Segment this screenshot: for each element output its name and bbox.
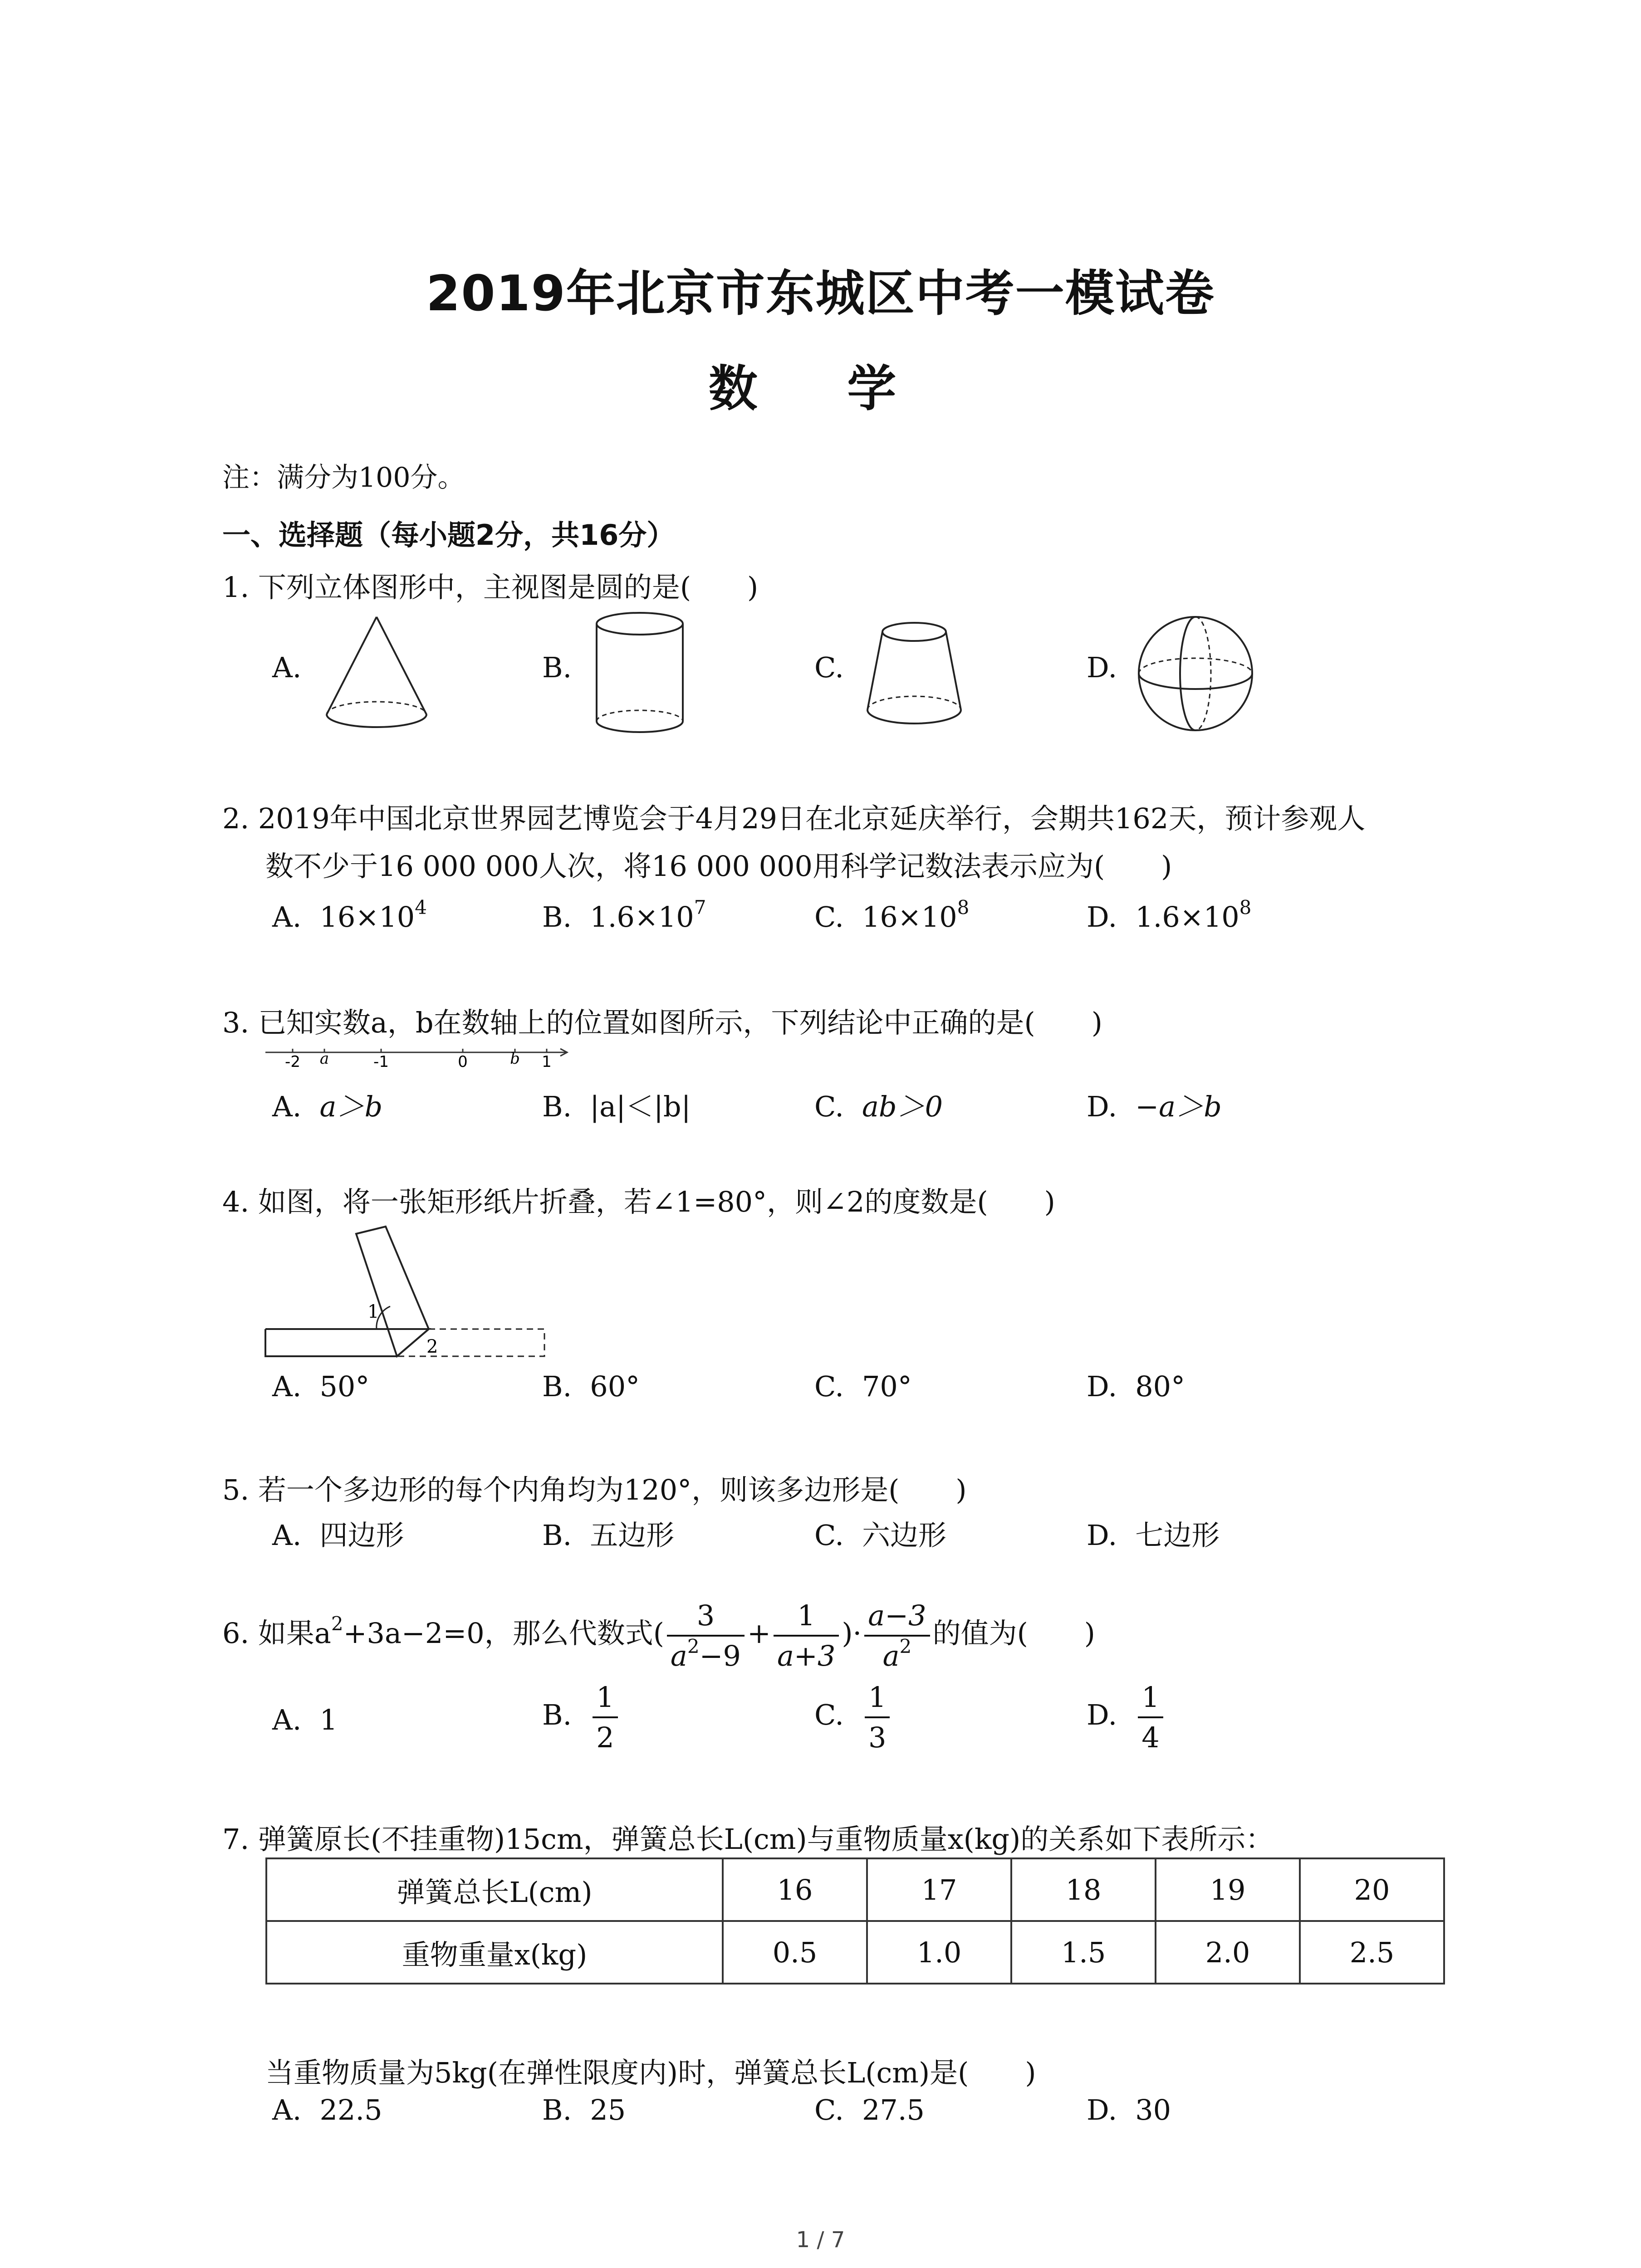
option-exponent: 8 — [957, 896, 970, 919]
table-row-header: 弹簧总长L(cm) — [266, 1858, 723, 1921]
option-exponent: 7 — [694, 896, 706, 919]
q6-option-a — [272, 1703, 338, 1736]
option-text: 22.5 — [319, 2093, 382, 2126]
option-label: A. — [272, 1519, 302, 1552]
option-text: −a＞b — [1135, 1090, 1222, 1123]
option-text: 60° — [590, 1370, 640, 1403]
option-label: C. — [814, 900, 844, 934]
q3-option-c — [814, 1084, 943, 1124]
page-number: 1 / 7 — [796, 2227, 845, 2253]
q4-option-b — [542, 1370, 640, 1403]
option-label: A. — [272, 1090, 302, 1123]
table-cell: 2.5 — [1300, 1921, 1444, 1984]
q4-stem: 4. 如图，将一张矩形纸片折叠，若∠1=80°，则∠2的度数是( ) — [222, 1185, 1055, 1218]
q5-stem: 5. 若一个多边形的每个内角均为120°，则该多边形是( ) — [222, 1473, 967, 1506]
table-cell: 1.5 — [1011, 1921, 1156, 1984]
option-fraction: $\frac{1}{2}$ — [593, 1681, 617, 1754]
q2-stem-line1: 2. 2019年中国北京世界园艺博览会于4月29日在北京延庆举行，会期共162天，预计参观人 — [222, 802, 1366, 835]
q5-option-c — [814, 1513, 946, 1553]
q1-option-c-label: C. — [814, 651, 844, 684]
option-exponent: 4 — [415, 896, 427, 919]
fraction-denominator: $a^2-9$ — [670, 1635, 741, 1672]
option-label: A. — [272, 900, 302, 934]
table-cell: 1.0 — [867, 1921, 1011, 1984]
q2-stem-line2: 数不少于16 000 000人次，将16 000 000用科学记数法表示应为( ) — [265, 850, 1172, 883]
q6-mid: +3a−2=0，那么代数式( — [343, 1617, 664, 1650]
option-base: 1.6×10 — [590, 900, 694, 934]
option-text: ab＞0 — [862, 1090, 943, 1123]
q4-option-d — [1087, 1370, 1185, 1403]
q1-option-b-label: B. — [542, 651, 572, 684]
option-label: B. — [542, 1519, 572, 1552]
q5-option-d — [1087, 1513, 1220, 1553]
option-text: 80° — [1135, 1370, 1185, 1403]
angle-2-label: 2 — [426, 1336, 438, 1357]
option-text: 六边形 — [862, 1519, 946, 1552]
sphere-icon — [1134, 612, 1257, 735]
table-cell: 16 — [723, 1858, 867, 1921]
q1-option-d-label: D. — [1087, 651, 1117, 684]
number-line-figure — [265, 1039, 574, 1070]
subject-title: 数 学 — [708, 361, 933, 417]
table-row-header: 重物重量x(kg) — [266, 1921, 723, 1984]
q6-option-c — [814, 1681, 892, 1754]
section-heading: 一、选择题（每小题2分，共16分） — [222, 518, 675, 552]
page-title: 2019年北京市东城区中考一模试卷 — [426, 265, 1215, 322]
option-label: B. — [542, 1698, 572, 1732]
q1-stem: 1. 下列立体图形中，主视图是圆的是( ) — [222, 571, 759, 604]
q6-fraction-3 — [864, 1599, 930, 1672]
option-text: |a|＜|b| — [590, 1090, 691, 1123]
q1-option-a-label: A. — [272, 651, 302, 684]
option-label: D. — [1087, 900, 1117, 934]
option-label: D. — [1087, 1519, 1117, 1552]
option-label: C. — [814, 1090, 844, 1123]
axis-point-a-label: a — [319, 1050, 329, 1068]
option-base: 1.6×10 — [1135, 900, 1239, 934]
option-label: B. — [542, 1090, 572, 1123]
option-label: C. — [814, 2093, 844, 2126]
option-exponent: 8 — [1239, 896, 1252, 919]
option-label: D. — [1087, 1090, 1117, 1123]
option-label: A. — [272, 1703, 302, 1736]
q7-follow-up: 当重物质量为5kg(在弹性限度内)时，弹簧总长L(cm)是( ) — [265, 2056, 1036, 2089]
q3-stem: 3. 已知实数a，b在数轴上的位置如图所示，下列结论中正确的是( ) — [222, 1006, 1102, 1039]
q6-dot: )· — [842, 1617, 862, 1650]
option-label: B. — [542, 2093, 572, 2126]
option-label: C. — [814, 1519, 844, 1552]
table-row — [266, 1921, 1444, 1984]
q7-option-a — [272, 2093, 382, 2126]
cone-icon — [318, 612, 436, 735]
fraction-numerator: 1 — [774, 1599, 839, 1637]
option-text: 五边形 — [590, 1519, 675, 1552]
option-text: 27.5 — [862, 2093, 925, 2126]
table-cell: 18 — [1011, 1858, 1156, 1921]
option-text: 25 — [590, 2093, 626, 2126]
q6-stem — [222, 1599, 1095, 1672]
axis-tick-label: 0 — [458, 1053, 468, 1071]
option-fraction: $\frac{1}{3}$ — [865, 1681, 890, 1754]
option-label: C. — [814, 1698, 844, 1732]
axis-point-b-label: b — [510, 1050, 520, 1068]
option-base: 16×10 — [319, 900, 415, 934]
option-text: 1 — [319, 1703, 338, 1736]
option-label: B. — [542, 1370, 572, 1403]
cylinder-icon — [592, 610, 687, 742]
q2-option-b — [542, 896, 706, 934]
axis-tick-label: -2 — [285, 1053, 300, 1071]
q6-option-b — [542, 1681, 621, 1754]
q6-plus: + — [747, 1617, 771, 1650]
q6-prefix: 6. 如果a — [222, 1617, 331, 1650]
option-text: 七边形 — [1135, 1519, 1220, 1552]
q6-fraction-2 — [774, 1599, 839, 1672]
fraction-denominator: a+3 — [777, 1639, 836, 1672]
option-text: 30 — [1135, 2093, 1171, 2126]
option-base: 16×10 — [862, 900, 957, 934]
fraction-numerator: 3 — [667, 1599, 745, 1637]
option-label: B. — [542, 900, 572, 934]
axis-tick-label: -1 — [373, 1053, 389, 1071]
option-label: C. — [814, 1370, 844, 1403]
q5-option-b — [542, 1513, 674, 1553]
score-note: 注：满分为100分。 — [222, 462, 465, 494]
q2-option-a — [272, 896, 427, 934]
q6-suffix: 的值为( ) — [932, 1617, 1095, 1650]
fraction-denominator: $a^2$ — [882, 1635, 912, 1672]
table-cell: 19 — [1156, 1858, 1300, 1921]
frustum-icon — [862, 619, 966, 733]
option-text: a＞b — [319, 1090, 383, 1123]
table-cell: 17 — [867, 1858, 1011, 1921]
q7-option-b — [542, 2093, 626, 2126]
q7-option-c — [814, 2093, 925, 2126]
option-text: 50° — [319, 1370, 370, 1403]
q5-option-a — [272, 1513, 404, 1553]
q3-option-d — [1087, 1084, 1222, 1124]
q6-option-d — [1087, 1681, 1166, 1754]
q6-exponent: 2 — [331, 1613, 343, 1635]
table-cell: 20 — [1300, 1858, 1444, 1921]
table-cell: 0.5 — [723, 1921, 867, 1984]
spring-data-table — [265, 1857, 1445, 1984]
option-label: D. — [1087, 2093, 1117, 2126]
option-label: A. — [272, 1370, 302, 1403]
q2-option-c — [814, 896, 970, 934]
axis-tick-label: 1 — [542, 1053, 552, 1071]
q6-fraction-1 — [667, 1599, 745, 1672]
q3-option-b — [542, 1084, 691, 1124]
q3-option-a — [272, 1084, 382, 1124]
option-fraction: $\frac{1}{4}$ — [1138, 1681, 1163, 1754]
fraction-numerator: a−3 — [864, 1599, 930, 1637]
option-text: 四边形 — [319, 1519, 404, 1552]
q4-option-a — [272, 1370, 369, 1403]
q2-option-d — [1087, 896, 1252, 934]
option-label: D. — [1087, 1370, 1117, 1403]
folded-rectangle-figure — [265, 1220, 556, 1365]
option-text: 70° — [862, 1370, 912, 1403]
angle-1-label: 1 — [367, 1301, 379, 1322]
q4-option-c — [814, 1370, 912, 1403]
table-cell: 2.0 — [1156, 1921, 1300, 1984]
option-label: D. — [1087, 1698, 1117, 1732]
option-label: A. — [272, 2093, 302, 2126]
table-row — [266, 1858, 1444, 1921]
q7-option-d — [1087, 2093, 1171, 2126]
q7-stem: 7. 弹簧原长(不挂重物)15cm，弹簧总长L(cm)与重物质量x(kg)的关系如下表所示： — [222, 1823, 1274, 1856]
